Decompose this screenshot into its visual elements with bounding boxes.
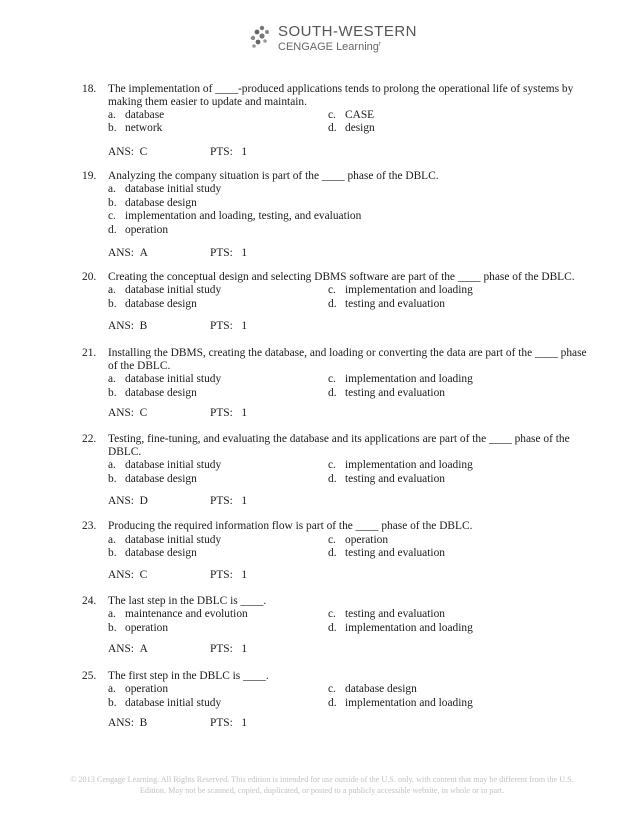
answer: ANS: C <box>108 569 148 581</box>
option-c: c. database design <box>328 683 417 695</box>
option-d: d. implementation and loading <box>328 696 473 709</box>
option-b: b. database design <box>108 196 197 209</box>
option-d: d. testing and evaluation <box>328 297 445 310</box>
option-d: d. implementation and loading <box>328 621 473 634</box>
question-number: 23. <box>82 520 97 532</box>
question-number: 24. <box>82 595 97 607</box>
option-c: c. testing and evaluation <box>328 608 445 620</box>
question-stem: Installing the DBMS, creating the database, and loading or converting the data are part of the ____ phase of the DBLC. <box>108 347 587 373</box>
option-a: a. database initial study <box>108 533 222 546</box>
points: PTS: 1 <box>210 495 248 507</box>
question-stem: Analyzing the company situation is part of the ____ phase of the DBLC. <box>108 170 439 182</box>
option-d: d. operation <box>108 223 169 236</box>
answer: ANS: D <box>108 495 148 507</box>
option-c: c. implementation and loading <box>328 373 473 385</box>
publisher-logo <box>248 20 418 60</box>
points: PTS: 1 <box>210 247 248 259</box>
points: PTS: 1 <box>210 320 248 332</box>
answer: ANS: C <box>108 146 148 158</box>
option-c: c. operation <box>328 533 389 546</box>
option-a: a. database initial study <box>108 459 222 471</box>
question-stem: The implementation of ____-produced applications tends to prolong the operational life of systems by making them easier to update and maintain. <box>108 83 574 109</box>
logo-line1: SOUTH-WESTERN <box>278 23 417 40</box>
option-b: b. database design <box>108 297 197 310</box>
question-number: 21. <box>82 347 97 359</box>
points: PTS: 1 <box>210 643 248 655</box>
points: PTS: 1 <box>210 717 248 729</box>
southwestern-swirl-icon <box>248 24 272 50</box>
option-a: a. database initial study <box>108 183 222 195</box>
option-b: b. operation <box>108 621 169 634</box>
question-stem: Testing, fine-tuning, and evaluating the database and its applications are part of the ____ phase of the DBLC. <box>108 433 570 459</box>
option-c: c. implementation and loading <box>328 284 473 296</box>
question-stem: Producing the required information flow is part of the ____ phase of the DBLC. <box>108 520 473 532</box>
question-number: 20. <box>82 271 97 283</box>
option-a: a. database initial study <box>108 284 222 296</box>
points: PTS: 1 <box>210 569 248 581</box>
question-number: 25. <box>82 670 97 682</box>
option-a: a. maintenance and evolution <box>108 608 248 620</box>
question-stem: The last step in the DBLC is ____. <box>108 595 267 607</box>
option-d: d. design <box>328 122 375 134</box>
option-d: d. testing and evaluation <box>328 547 445 559</box>
answer: ANS: B <box>108 320 148 332</box>
option-a: a. operation <box>108 683 169 695</box>
option-b: b. database design <box>108 473 197 485</box>
points: PTS: 1 <box>210 407 248 419</box>
option-b: b. database design <box>108 386 197 399</box>
option-a: a. database <box>108 109 165 121</box>
question-number: 19. <box>82 170 97 182</box>
option-d: d. testing and evaluation <box>328 386 445 399</box>
option-b: b. database design <box>108 547 197 559</box>
answer: ANS: B <box>108 717 148 729</box>
option-a: a. database initial study <box>108 373 222 385</box>
question-number: 22. <box>82 433 97 445</box>
option-d: d. testing and evaluation <box>328 473 445 485</box>
question-stem: Creating the conceptual design and selecting DBMS software are part of the ____ phase of the DBLC. <box>108 271 575 283</box>
option-c: c. implementation and loading <box>328 459 473 471</box>
answer: ANS: A <box>108 643 148 655</box>
logo-line2: CENGAGE Learning$^r$ <box>278 41 381 53</box>
option-c: c. CASE <box>328 109 375 121</box>
question-number: 18. <box>82 83 97 95</box>
option-b: b. database initial study <box>108 696 222 709</box>
answer: ANS: A <box>108 247 148 259</box>
option-b: b. network <box>108 122 163 134</box>
points: PTS: 1 <box>210 146 248 158</box>
answer: ANS: C <box>108 407 148 419</box>
question-stem: The first step in the DBLC is ____. <box>108 670 269 682</box>
copyright-footer: © 2013 Cengage Learning. All Rights Reserved. This edition is intended for use outside of the U.S. only, with content that may be different from the U.S. Edition. May not be scanned, copied, duplicated, or posted to a publicly accessible website, in whole or in part. <box>70 775 574 795</box>
option-c: c. implementation and loading, testing, and evaluation <box>108 210 362 222</box>
